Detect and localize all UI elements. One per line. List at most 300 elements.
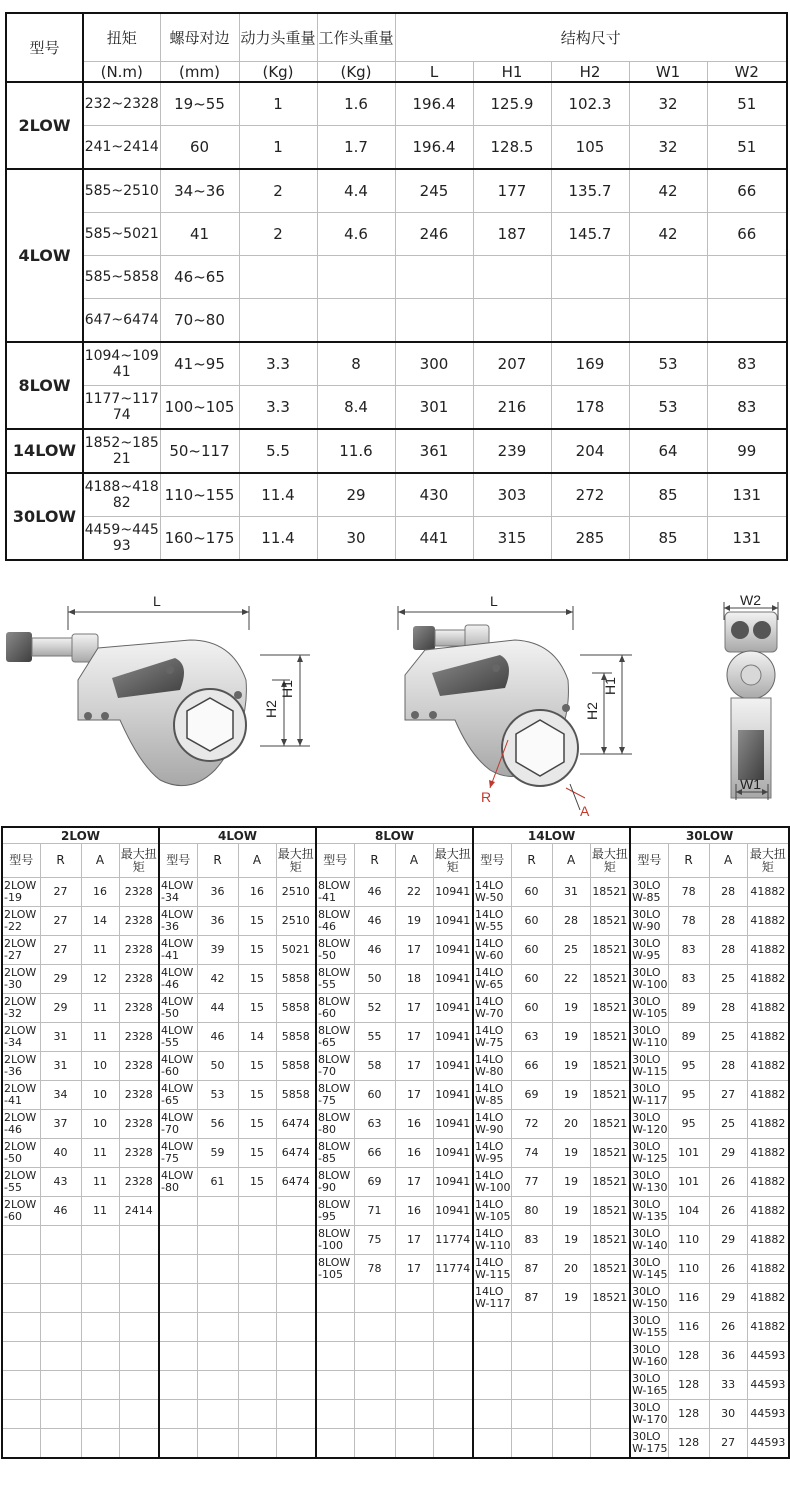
torque-cell: 4459~44593 <box>83 517 160 561</box>
column-header-R: R <box>668 844 709 878</box>
model-cell: 14LOW-75 <box>473 1023 511 1052</box>
r-cell <box>197 1197 238 1226</box>
model-cell: 30LOW-135 <box>630 1197 668 1226</box>
r-cell: 66 <box>511 1052 552 1081</box>
model-cell: 2LOW-50 <box>2 1139 40 1168</box>
dim-H1-cell: 177 <box>473 169 551 213</box>
dim-W1-cell: 53 <box>629 386 707 430</box>
a-cell <box>552 1313 590 1342</box>
model-cell: 30LOW-140 <box>630 1226 668 1255</box>
model-cell: 14LOW-95 <box>473 1139 511 1168</box>
dim-H2-cell: 178 <box>551 386 629 430</box>
r-cell <box>511 1313 552 1342</box>
model-cell: 2LOW-32 <box>2 994 40 1023</box>
a-cell: 15 <box>238 994 276 1023</box>
max-torque-cell <box>276 1313 316 1342</box>
max-torque-cell: 2328 <box>119 1168 159 1197</box>
a-cell: 10 <box>81 1081 119 1110</box>
model-cell <box>159 1400 197 1429</box>
a-cell: 29 <box>709 1284 747 1313</box>
torque-cell: 585~5858 <box>83 256 160 299</box>
model-cell <box>2 1255 40 1284</box>
r-cell: 53 <box>197 1081 238 1110</box>
work-weight-cell: 30 <box>317 517 395 561</box>
a-cell: 28 <box>709 907 747 936</box>
r-cell <box>511 1429 552 1459</box>
dim-label-W1: W1 <box>740 776 761 792</box>
max-torque-cell: 2328 <box>119 965 159 994</box>
max-torque-cell <box>119 1226 159 1255</box>
max-torque-cell: 41882 <box>747 1168 789 1197</box>
radius-row <box>2 1342 789 1371</box>
a-cell: 28 <box>709 994 747 1023</box>
a-cell: 19 <box>552 1226 590 1255</box>
header-torque: 扭矩 <box>83 13 160 62</box>
unit-H1: H1 <box>473 62 551 83</box>
a-cell: 17 <box>395 936 433 965</box>
max-torque-cell: 41882 <box>747 1313 789 1342</box>
max-torque-cell <box>119 1255 159 1284</box>
r-cell: 80 <box>511 1197 552 1226</box>
r-cell: 31 <box>40 1052 81 1081</box>
spec-row <box>6 429 787 473</box>
power-weight-cell: 11.4 <box>239 473 317 517</box>
dim-L-cell: 301 <box>395 386 473 430</box>
a-cell <box>81 1429 119 1459</box>
radius-row <box>2 1110 789 1139</box>
r-cell: 27 <box>40 936 81 965</box>
power-weight-cell <box>239 299 317 343</box>
max-torque-cell: 10941 <box>433 965 473 994</box>
r-cell <box>197 1400 238 1429</box>
r-cell: 101 <box>668 1168 709 1197</box>
column-header-A: A <box>238 844 276 878</box>
nut-size-cell: 34~36 <box>160 169 239 213</box>
model-cell: 30LOW-150 <box>630 1284 668 1313</box>
max-torque-cell <box>433 1313 473 1342</box>
dim-W2-cell: 99 <box>707 429 787 473</box>
r-cell: 36 <box>197 878 238 907</box>
unit-power-weight: (Kg) <box>239 62 317 83</box>
r-cell: 83 <box>668 965 709 994</box>
r-cell: 46 <box>354 878 395 907</box>
max-torque-cell: 18521 <box>590 1023 630 1052</box>
dim-H1-cell: 303 <box>473 473 551 517</box>
a-cell: 16 <box>395 1139 433 1168</box>
max-torque-cell: 18521 <box>590 994 630 1023</box>
r-cell <box>354 1313 395 1342</box>
model-cell: 30LOW-175 <box>630 1429 668 1459</box>
model-cell: 30LOW-160 <box>630 1342 668 1371</box>
power-weight-cell: 1 <box>239 82 317 126</box>
max-torque-cell: 41882 <box>747 1284 789 1313</box>
radius-row <box>2 1139 789 1168</box>
a-cell: 19 <box>552 1052 590 1081</box>
a-cell: 36 <box>709 1342 747 1371</box>
a-cell <box>395 1371 433 1400</box>
max-torque-cell <box>119 1342 159 1371</box>
wrench-drawing-middle <box>398 593 632 819</box>
max-torque-cell: 5858 <box>276 965 316 994</box>
r-cell: 95 <box>668 1110 709 1139</box>
torque-cell: 1852~18521 <box>83 429 160 473</box>
a-cell: 15 <box>238 1081 276 1110</box>
a-cell <box>238 1197 276 1226</box>
nut-size-cell: 160~175 <box>160 517 239 561</box>
a-cell: 15 <box>238 936 276 965</box>
dim-L-cell: 441 <box>395 517 473 561</box>
spec-row <box>6 256 787 299</box>
radius-row <box>2 1168 789 1197</box>
r-cell: 50 <box>197 1052 238 1081</box>
a-cell <box>81 1371 119 1400</box>
dim-W1-cell: 42 <box>629 169 707 213</box>
a-cell: 19 <box>552 1139 590 1168</box>
model-cell <box>316 1313 354 1342</box>
model-cell <box>473 1429 511 1459</box>
model-cell: 30LOW-145 <box>630 1255 668 1284</box>
unit-W2: W2 <box>707 62 787 83</box>
column-header-A: A <box>81 844 119 878</box>
radius-row <box>2 1400 789 1429</box>
radius-row <box>2 1371 789 1400</box>
a-cell: 15 <box>238 907 276 936</box>
model-cell: 8LOW-41 <box>316 878 354 907</box>
spec-row <box>6 517 787 561</box>
r-cell: 60 <box>511 878 552 907</box>
max-torque-cell: 6474 <box>276 1168 316 1197</box>
torque-cell: 585~5021 <box>83 213 160 256</box>
unit-L: L <box>395 62 473 83</box>
column-header-max: 最大扭矩 <box>433 844 473 878</box>
max-torque-cell: 10941 <box>433 936 473 965</box>
max-torque-cell: 5858 <box>276 994 316 1023</box>
header-work-weight: 工作头重量 <box>317 13 395 62</box>
r-cell: 83 <box>511 1226 552 1255</box>
max-torque-cell: 41882 <box>747 1081 789 1110</box>
r-cell <box>354 1284 395 1313</box>
dim-H2-cell: 105 <box>551 126 629 170</box>
r-cell <box>197 1429 238 1459</box>
max-torque-cell: 44593 <box>747 1400 789 1429</box>
max-torque-cell: 18521 <box>590 1110 630 1139</box>
max-torque-cell: 2328 <box>119 1110 159 1139</box>
a-cell: 11 <box>81 1197 119 1226</box>
r-cell <box>197 1313 238 1342</box>
r-cell: 74 <box>511 1139 552 1168</box>
a-cell <box>238 1313 276 1342</box>
radius-row <box>2 1081 789 1110</box>
column-header-model: 型号 <box>630 844 668 878</box>
max-torque-cell: 2510 <box>276 907 316 936</box>
header-power-weight: 动力头重量 <box>239 13 317 62</box>
r-cell: 61 <box>197 1168 238 1197</box>
max-torque-cell: 41882 <box>747 965 789 994</box>
torque-cell: 1094~10941 <box>83 342 160 386</box>
a-cell: 11 <box>81 994 119 1023</box>
power-weight-cell: 3.3 <box>239 342 317 386</box>
max-torque-cell: 2328 <box>119 1052 159 1081</box>
a-cell: 17 <box>395 1226 433 1255</box>
dim-H1-cell: 315 <box>473 517 551 561</box>
dim-W1-cell <box>629 299 707 343</box>
spec-table-body <box>6 13 787 560</box>
model-cell <box>2 1313 40 1342</box>
spec-table <box>5 12 788 561</box>
model-cell: 2LOW-30 <box>2 965 40 994</box>
power-weight-cell: 2 <box>239 169 317 213</box>
r-cell: 46 <box>40 1197 81 1226</box>
radius-row <box>2 965 789 994</box>
max-torque-cell: 41882 <box>747 1139 789 1168</box>
max-torque-cell: 10941 <box>433 1197 473 1226</box>
max-torque-cell: 6474 <box>276 1110 316 1139</box>
nut-size-cell: 60 <box>160 126 239 170</box>
dim-label-H1-left: H1 <box>279 680 295 698</box>
radius-row <box>2 1226 789 1255</box>
a-cell: 22 <box>552 965 590 994</box>
a-cell: 31 <box>552 878 590 907</box>
a-cell: 17 <box>395 1168 433 1197</box>
a-cell: 11 <box>81 1139 119 1168</box>
model-cell: 4LOW-75 <box>159 1139 197 1168</box>
work-weight-cell: 11.6 <box>317 429 395 473</box>
r-cell <box>354 1342 395 1371</box>
r-cell: 60 <box>511 936 552 965</box>
header-nut: 螺母对边 <box>160 13 239 62</box>
max-torque-cell: 10941 <box>433 907 473 936</box>
a-cell: 33 <box>709 1371 747 1400</box>
radius-row <box>2 1197 789 1226</box>
a-cell: 14 <box>238 1023 276 1052</box>
max-torque-cell <box>276 1371 316 1400</box>
column-header-A: A <box>709 844 747 878</box>
r-cell: 128 <box>668 1429 709 1459</box>
r-cell: 63 <box>354 1110 395 1139</box>
column-header-R: R <box>354 844 395 878</box>
a-cell <box>395 1342 433 1371</box>
r-cell <box>40 1313 81 1342</box>
r-cell: 87 <box>511 1255 552 1284</box>
max-torque-cell <box>276 1429 316 1459</box>
a-cell: 20 <box>552 1110 590 1139</box>
max-torque-cell: 10941 <box>433 1023 473 1052</box>
column-header-A: A <box>552 844 590 878</box>
model-cell: 4LOW <box>6 169 83 342</box>
r-cell: 27 <box>40 907 81 936</box>
model-cell: 8LOW-85 <box>316 1139 354 1168</box>
unit-nut: (mm) <box>160 62 239 83</box>
column-header-R: R <box>40 844 81 878</box>
r-cell <box>197 1255 238 1284</box>
work-weight-cell: 8.4 <box>317 386 395 430</box>
max-torque-cell: 41882 <box>747 907 789 936</box>
model-cell <box>2 1371 40 1400</box>
a-cell: 19 <box>552 994 590 1023</box>
r-cell: 46 <box>197 1023 238 1052</box>
max-torque-cell <box>276 1255 316 1284</box>
a-cell: 12 <box>81 965 119 994</box>
dim-W2-cell: 131 <box>707 517 787 561</box>
radius-table-body <box>2 827 789 1458</box>
model-cell: 14LOW-115 <box>473 1255 511 1284</box>
model-cell: 14LOW-117 <box>473 1284 511 1313</box>
a-cell: 30 <box>709 1400 747 1429</box>
r-cell: 58 <box>354 1052 395 1081</box>
model-cell: 2LOW-41 <box>2 1081 40 1110</box>
model-cell: 30LOW-105 <box>630 994 668 1023</box>
model-cell <box>316 1342 354 1371</box>
max-torque-cell: 41882 <box>747 878 789 907</box>
unit-W1: W1 <box>629 62 707 83</box>
a-cell: 27 <box>709 1429 747 1459</box>
a-cell: 18 <box>395 965 433 994</box>
model-cell <box>473 1313 511 1342</box>
max-torque-cell: 18521 <box>590 1139 630 1168</box>
group-header: 8LOW <box>316 827 473 844</box>
model-cell: 30LOW-100 <box>630 965 668 994</box>
a-cell <box>81 1226 119 1255</box>
radius-row <box>2 994 789 1023</box>
model-cell: 14LOW-90 <box>473 1110 511 1139</box>
a-cell: 16 <box>395 1110 433 1139</box>
work-weight-cell <box>317 256 395 299</box>
r-cell: 27 <box>40 878 81 907</box>
power-weight-cell: 2 <box>239 213 317 256</box>
dim-label-H1-middle: H1 <box>602 677 618 695</box>
a-cell <box>81 1313 119 1342</box>
a-cell: 17 <box>395 994 433 1023</box>
nut-size-cell: 50~117 <box>160 429 239 473</box>
r-cell: 59 <box>197 1139 238 1168</box>
model-cell: 14LOW-105 <box>473 1197 511 1226</box>
power-weight-cell: 11.4 <box>239 517 317 561</box>
a-cell <box>552 1429 590 1459</box>
r-cell: 66 <box>354 1139 395 1168</box>
dim-H1-cell <box>473 299 551 343</box>
dim-H1-cell: 216 <box>473 386 551 430</box>
max-torque-cell: 18521 <box>590 965 630 994</box>
max-torque-cell: 18521 <box>590 1052 630 1081</box>
dim-W1-cell: 42 <box>629 213 707 256</box>
radius-row <box>2 1052 789 1081</box>
model-cell <box>2 1400 40 1429</box>
dim-H2-cell: 204 <box>551 429 629 473</box>
a-cell: 25 <box>709 1110 747 1139</box>
a-cell: 25 <box>709 965 747 994</box>
max-torque-cell <box>119 1284 159 1313</box>
max-torque-cell: 18521 <box>590 907 630 936</box>
torque-cell: 232~2328 <box>83 82 160 126</box>
max-torque-cell: 10941 <box>433 994 473 1023</box>
dim-H1-cell: 207 <box>473 342 551 386</box>
max-torque-cell: 44593 <box>747 1371 789 1400</box>
a-cell <box>395 1400 433 1429</box>
a-cell: 16 <box>81 878 119 907</box>
dim-W2-cell <box>707 299 787 343</box>
r-cell: 36 <box>197 907 238 936</box>
power-weight-cell: 1 <box>239 126 317 170</box>
r-cell <box>40 1400 81 1429</box>
dim-W1-cell: 32 <box>629 126 707 170</box>
wrench-drawing-left <box>6 593 310 786</box>
dim-H1-cell: 239 <box>473 429 551 473</box>
r-cell <box>511 1342 552 1371</box>
a-cell <box>552 1342 590 1371</box>
model-cell: 14LOW-80 <box>473 1052 511 1081</box>
r-cell <box>40 1255 81 1284</box>
spec-row <box>6 213 787 256</box>
model-cell <box>159 1255 197 1284</box>
nut-size-cell: 70~80 <box>160 299 239 343</box>
model-cell: 8LOW-95 <box>316 1197 354 1226</box>
max-torque-cell <box>433 1400 473 1429</box>
dim-H2-cell <box>551 256 629 299</box>
dim-H2-cell: 285 <box>551 517 629 561</box>
power-weight-cell <box>239 256 317 299</box>
a-cell <box>395 1429 433 1459</box>
dimension-drawings <box>0 570 790 825</box>
radius-row <box>2 1284 789 1313</box>
a-cell: 29 <box>709 1139 747 1168</box>
max-torque-cell: 41882 <box>747 936 789 965</box>
nut-size-cell: 41 <box>160 213 239 256</box>
model-cell: 14LOW-55 <box>473 907 511 936</box>
model-cell: 2LOW-27 <box>2 936 40 965</box>
model-cell: 30LOW-125 <box>630 1139 668 1168</box>
r-cell: 78 <box>668 907 709 936</box>
a-cell: 15 <box>238 1168 276 1197</box>
column-header-max: 最大扭矩 <box>590 844 630 878</box>
max-torque-cell: 5858 <box>276 1052 316 1081</box>
max-torque-cell <box>276 1342 316 1371</box>
model-cell: 30LOW-165 <box>630 1371 668 1400</box>
model-cell: 14LOW <box>6 429 83 473</box>
column-header-R: R <box>511 844 552 878</box>
max-torque-cell: 18521 <box>590 1255 630 1284</box>
group-header: 14LOW <box>473 827 630 844</box>
a-cell: 16 <box>238 878 276 907</box>
model-cell <box>473 1342 511 1371</box>
max-torque-cell: 10941 <box>433 1052 473 1081</box>
max-torque-cell: 2328 <box>119 1023 159 1052</box>
a-cell: 10 <box>81 1052 119 1081</box>
model-cell: 8LOW-105 <box>316 1255 354 1284</box>
r-cell: 116 <box>668 1313 709 1342</box>
r-cell: 39 <box>197 936 238 965</box>
unit-work-weight: (Kg) <box>317 62 395 83</box>
model-cell: 14LOW-50 <box>473 878 511 907</box>
radius-row <box>2 878 789 907</box>
nut-size-cell: 46~65 <box>160 256 239 299</box>
model-cell <box>2 1284 40 1313</box>
max-torque-cell: 18521 <box>590 1081 630 1110</box>
model-cell <box>316 1284 354 1313</box>
max-torque-cell: 41882 <box>747 1023 789 1052</box>
model-cell: 8LOW-50 <box>316 936 354 965</box>
model-cell: 8LOW-46 <box>316 907 354 936</box>
r-cell: 69 <box>511 1081 552 1110</box>
torque-cell: 4188~41882 <box>83 473 160 517</box>
a-cell: 19 <box>552 1168 590 1197</box>
header-structure: 结构尺寸 <box>395 13 787 62</box>
model-cell: 30LOW-95 <box>630 936 668 965</box>
dim-H1-cell <box>473 256 551 299</box>
r-cell: 89 <box>668 1023 709 1052</box>
model-cell: 8LOW-65 <box>316 1023 354 1052</box>
a-cell: 11 <box>81 1023 119 1052</box>
a-cell: 28 <box>709 936 747 965</box>
